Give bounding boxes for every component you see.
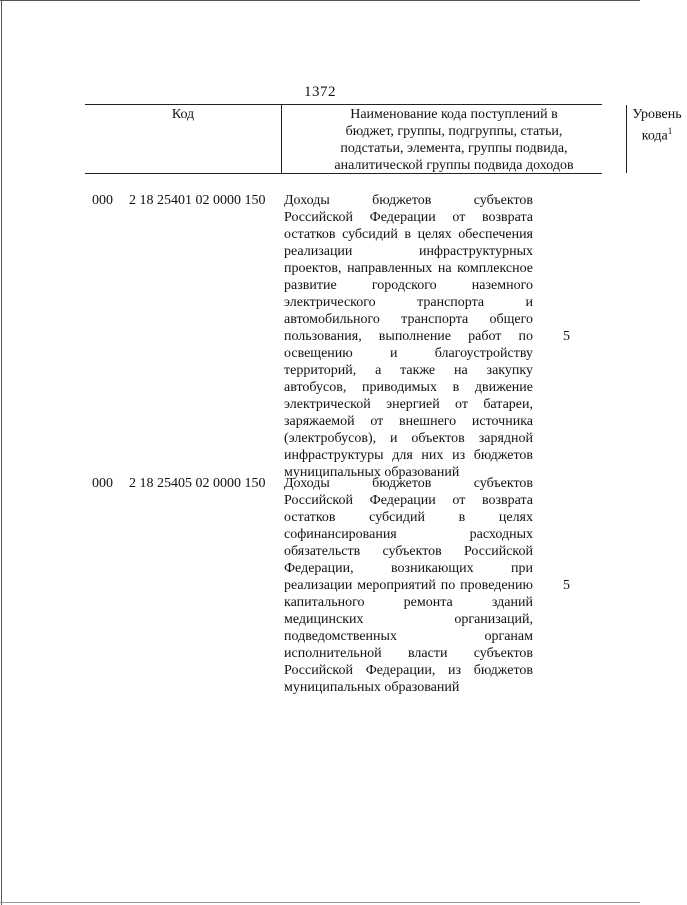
- admin-code: 000: [92, 193, 113, 208]
- name-line: Федерации, возникающих при: [284, 561, 533, 576]
- page-frame-left: [1, 0, 2, 905]
- name-line: (электробусов), и объектов зарядной: [284, 431, 533, 446]
- header-level-line1: Уровень: [632, 107, 682, 122]
- name-line: Российской Федерации от возврата: [284, 210, 533, 225]
- name-line: территорий, а также на закупку: [284, 363, 533, 378]
- name-line: медицинских организаций,: [284, 612, 533, 627]
- name-line: развитие городского наземного: [284, 278, 533, 293]
- header-name-line: Наименование кода поступлений в: [350, 107, 558, 122]
- name-line: обязательств субъектов Российской: [284, 544, 533, 559]
- name-line: инфраструктуры для них из бюджетов: [284, 448, 533, 463]
- name-line: Российской Федерации от возврата: [284, 493, 533, 508]
- header-code: Код: [171, 107, 195, 122]
- header-name: [281, 105, 627, 173]
- name-line: заряжаемой от внешнего источника: [284, 414, 533, 429]
- admin-code: 000: [92, 476, 113, 491]
- income-code: 2 18 25405 02 0000 150: [129, 476, 266, 491]
- name-line: остатков субсидий в целях обеспечения: [284, 227, 533, 242]
- income-name: [284, 475, 533, 696]
- page-frame-bottom: [0, 902, 640, 903]
- level-value: 5: [563, 329, 570, 344]
- page-number: 1372: [304, 84, 336, 100]
- header-level: [627, 105, 687, 174]
- name-line: Российской Федерации, из бюджетов: [284, 663, 533, 678]
- name-line: электрической энергией от батареи,: [284, 397, 533, 412]
- name-line: пользования, выполнение работ по: [284, 329, 533, 344]
- income-name: [284, 192, 533, 481]
- name-line: проектов, направленных на комплексное: [284, 261, 533, 276]
- name-line: автобусов, приводимых в движение: [284, 380, 533, 395]
- name-line: подведомственных органам: [284, 629, 533, 644]
- name-line: Доходы бюджетов субъектов: [284, 476, 533, 491]
- name-line: реализации мероприятий по проведению: [284, 578, 533, 593]
- name-line: муниципальных образований: [284, 680, 460, 695]
- header-name-line: аналитической группы подвида доходов: [334, 158, 574, 173]
- name-line: капитального ремонта зданий: [284, 595, 533, 610]
- name-line: остатков субсидий в целях: [284, 510, 533, 525]
- name-line: автомобильного транспорта общего: [284, 312, 533, 327]
- name-line: освещению и благоустройству: [284, 346, 533, 361]
- name-line: реализации инфраструктурных: [284, 244, 533, 259]
- name-line: Доходы бюджетов субъектов: [284, 193, 533, 208]
- name-line: электрического транспорта и: [284, 295, 533, 310]
- name-line: софинансирования расходных: [284, 527, 533, 542]
- header-level-footnote: 1: [667, 126, 673, 136]
- name-line: муниципальных образований: [284, 465, 460, 480]
- level-value: 5: [563, 578, 570, 593]
- name-line: исполнительной власти субъектов: [284, 646, 533, 661]
- table-header: [85, 104, 682, 174]
- header-level-line2: кода: [641, 128, 668, 144]
- income-code: 2 18 25401 02 0000 150: [129, 193, 266, 208]
- page-frame-top: [0, 0, 640, 1]
- header-name-line: бюджет, группы, подгруппы, статьи,: [345, 124, 563, 139]
- header-name-line: подстатьи, элемента, группы подвида,: [340, 141, 568, 156]
